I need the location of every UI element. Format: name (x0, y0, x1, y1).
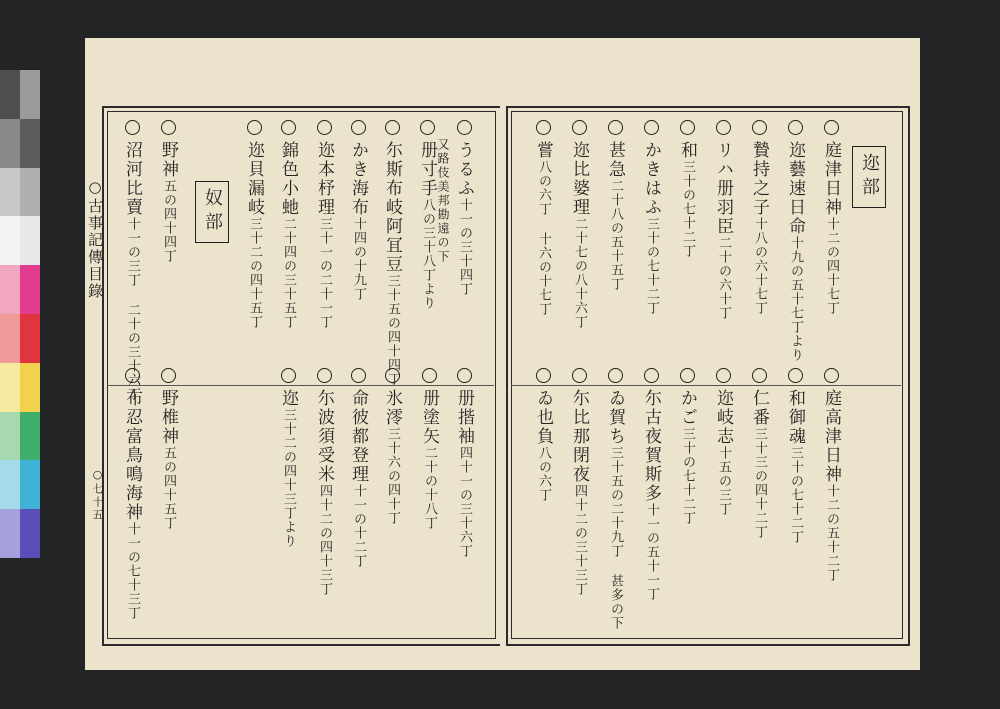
entry-marker-icon (457, 120, 472, 135)
entry-column: 尓比那閉夜四十二の三十三丁 (570, 368, 587, 596)
entry-marker-icon (422, 368, 437, 383)
entry-marker-icon (752, 368, 767, 383)
entry-marker-icon (680, 120, 695, 135)
entry-marker-icon (644, 368, 659, 383)
entry-marker-icon (788, 368, 803, 383)
entry-marker-icon (281, 120, 296, 135)
color-swatch (0, 363, 40, 412)
left-page (85, 38, 501, 670)
entry-column: 嘗八の六丁 十六の十七丁 (534, 120, 551, 316)
entry-column: 迩岐志十五の三丁 (714, 368, 731, 516)
entry-column: 迩比婆理二十七の八十六丁 (570, 120, 587, 329)
entry-marker-icon (608, 120, 623, 135)
entry-marker-icon (317, 120, 332, 135)
entry-marker-icon (317, 368, 332, 383)
entry-column: 甚急二十八の五十五丁 (606, 120, 623, 291)
entry-column: 命彼都登理十一の十二丁 (349, 368, 366, 568)
entry-column: 錦色小虵二十四の三十五丁 (279, 120, 296, 329)
entry-column: 贄持之子十八の六十七丁 (750, 120, 767, 315)
color-swatch (0, 412, 40, 461)
entry-column: 迩本杼理三十一の二十一丁 (315, 120, 332, 329)
entry-marker-icon (536, 120, 551, 135)
entry-marker-icon (680, 368, 695, 383)
margin-book-title: ○古事記傳目錄 (86, 178, 104, 300)
entry-column: 又路伎美邦勘遠の下 (436, 138, 450, 264)
entry-marker-icon (125, 120, 140, 135)
entry-marker-icon (572, 120, 587, 135)
entry-marker-icon (385, 368, 400, 383)
color-swatch (0, 314, 40, 363)
entry-marker-icon (385, 120, 400, 135)
entry-marker-icon (572, 368, 587, 383)
section-title-ni: 迩部 (852, 146, 886, 208)
section-title-nu: 奴部 (195, 181, 229, 243)
entry-column: 迩藝速日命十九の五十七丁より (786, 120, 803, 362)
entry-column: ゐ賀ち三十五の二十九丁 甚多の下 (606, 368, 623, 630)
entry-marker-icon (351, 368, 366, 383)
entry-column: 册揩袖四十一の三十六丁 (455, 368, 472, 558)
color-calibration-bar (0, 70, 40, 558)
entry-column: 册寸手八の三十八丁より (418, 120, 435, 310)
entry-marker-icon (788, 120, 803, 135)
right-page (500, 38, 920, 670)
entry-marker-icon (125, 368, 140, 383)
entry-column: 和三十の七十二丁 (678, 120, 695, 258)
entry-column: 和御魂三十の七十二丁 (786, 368, 803, 544)
color-swatch (0, 509, 40, 558)
entry-column: 野神五の四十四丁 (159, 120, 176, 263)
page-number: ○七十五 (91, 468, 104, 522)
color-swatch (0, 119, 40, 168)
entry-column: 迩貝漏岐三十二の四十五丁 (245, 120, 262, 329)
entry-column: 册塗矢二十の十八丁 (420, 368, 437, 530)
entry-marker-icon (351, 120, 366, 135)
entry-marker-icon (281, 368, 296, 383)
entry-marker-icon (247, 120, 262, 135)
entry-column: 迩三十二の四十三丁より (279, 368, 296, 548)
entry-column: 野椎神五の四十五丁 (159, 368, 176, 530)
entry-column: かき海布十四の十九丁 (349, 120, 366, 301)
color-swatch (0, 460, 40, 509)
entry-marker-icon (716, 120, 731, 135)
entry-column: 尓波須受米四十二の四十三丁 (315, 368, 332, 596)
entry-column: 氷澪三十六の四十丁 (383, 368, 400, 525)
entry-column: うるふ十一の三十四丁 (455, 120, 472, 296)
entry-column: 仁番三十三の四十二丁 (750, 368, 767, 539)
entry-marker-icon (824, 120, 839, 135)
entry-marker-icon (608, 368, 623, 383)
color-swatch (0, 168, 40, 217)
entry-column: リハ册羽臣二十の六十丁 (714, 120, 731, 320)
entry-marker-icon (161, 368, 176, 383)
entry-column: 庭津日神十二の四十七丁 (822, 120, 839, 315)
color-swatch (0, 216, 40, 265)
entry-column: ゐ也負八の六丁 (534, 368, 551, 502)
entry-marker-icon (457, 368, 472, 383)
entry-column: 布忍富鳥鳴海神十一の七十三丁 (123, 368, 140, 620)
entry-marker-icon (420, 120, 435, 135)
entry-column: かご三十の七十二丁 (678, 368, 695, 525)
entry-marker-icon (716, 368, 731, 383)
entry-marker-icon (161, 120, 176, 135)
entry-marker-icon (536, 368, 551, 383)
color-swatch (0, 265, 40, 314)
entry-column: 沼河比賣十一の三丁 二十の三十六丁 (123, 120, 140, 401)
entry-marker-icon (644, 120, 659, 135)
entry-column: 尓古夜賀斯多十一の五十一丁 (642, 368, 659, 601)
entry-marker-icon (752, 120, 767, 135)
entry-column: かきはふ三十の七十二丁 (642, 120, 659, 315)
color-swatch (0, 70, 40, 119)
entry-column: 尓斯布岐阿冝豆三十五の四十四丁 (383, 120, 400, 386)
entry-column: 庭高津日神十二の五十二丁 (822, 368, 839, 582)
entry-marker-icon (824, 368, 839, 383)
